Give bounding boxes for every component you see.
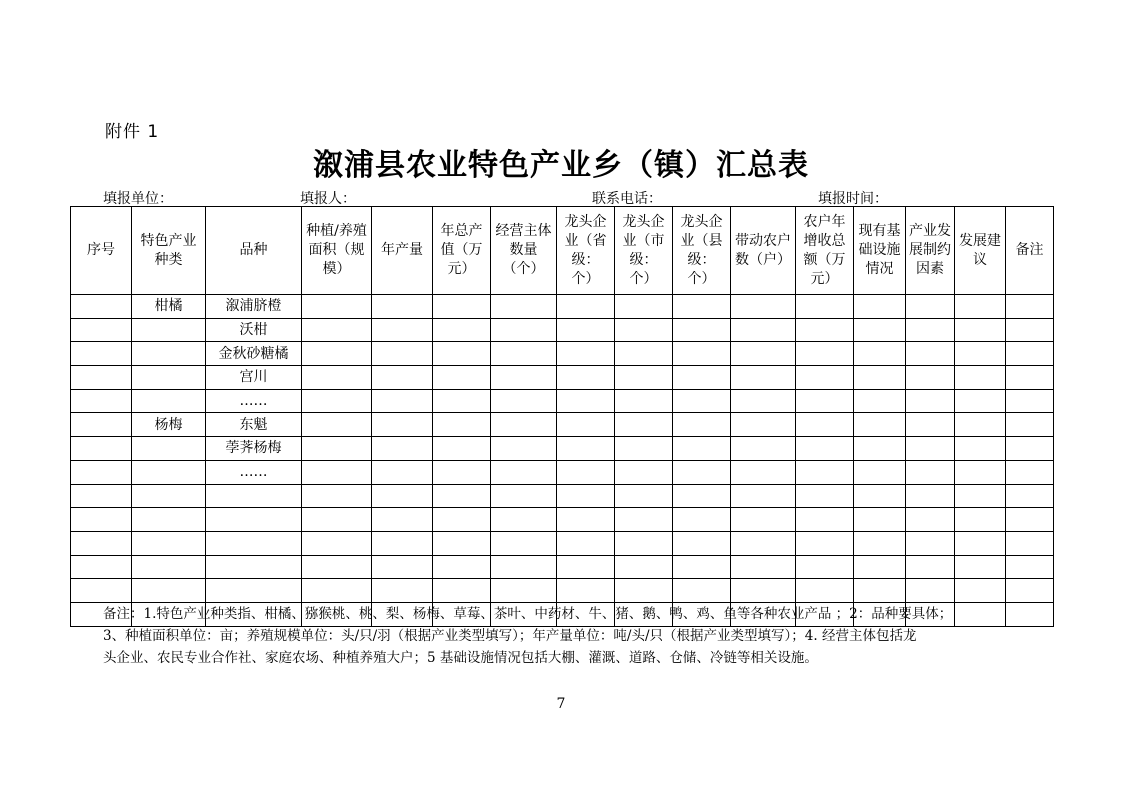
- table-cell: [491, 555, 557, 579]
- table-cell: [302, 366, 372, 390]
- column-header-line: 种类: [154, 251, 183, 268]
- fill-phone-label: 联系电话：: [592, 191, 662, 207]
- table-cell: [433, 508, 491, 532]
- table-cell: [206, 508, 302, 532]
- table-cell: 宫川: [206, 366, 302, 390]
- table-cell: [854, 389, 906, 413]
- table-cell: [1006, 342, 1054, 366]
- table-cell: [433, 531, 491, 555]
- table-cell: [491, 342, 557, 366]
- table-cell: [796, 342, 854, 366]
- table-cell: [71, 555, 132, 579]
- table-cell: [557, 579, 615, 603]
- table-cell: [302, 484, 372, 508]
- column-header-line: 情况: [865, 261, 894, 277]
- table-cell: [854, 460, 906, 484]
- table-cell: [206, 531, 302, 555]
- table-cell: [906, 413, 955, 437]
- table-row: [71, 437, 1054, 461]
- table-cell: [731, 531, 796, 555]
- table-cell: [1006, 413, 1054, 437]
- table-cell: [673, 508, 731, 532]
- table-cell: [557, 366, 615, 390]
- table-cell: [491, 318, 557, 342]
- table-cell: [796, 437, 854, 461]
- table-cell: [71, 413, 132, 437]
- table-cell: [796, 460, 854, 484]
- table-cell: [955, 579, 1006, 603]
- column-header-line: 个）: [571, 270, 600, 287]
- table-cell: [906, 460, 955, 484]
- table-cell: [132, 508, 206, 532]
- table-row: [71, 318, 1054, 342]
- table-cell: [854, 318, 906, 342]
- table-cell: [1006, 531, 1054, 555]
- table-cell: [302, 437, 372, 461]
- column-header: [132, 207, 206, 295]
- table-cell: [796, 413, 854, 437]
- table-cell: [955, 531, 1006, 555]
- table-cell: [673, 389, 731, 413]
- column-header: [302, 207, 372, 295]
- fill-person-label: 填报人：: [300, 191, 356, 207]
- column-header: [372, 207, 433, 295]
- table-cell: [433, 555, 491, 579]
- column-header-line: 龙头企: [680, 213, 723, 230]
- table-row: [71, 413, 1054, 437]
- table-cell: [433, 579, 491, 603]
- table-cell: [1006, 484, 1054, 508]
- table-cell: [796, 508, 854, 532]
- table-cell: [71, 484, 132, 508]
- table-cell: [302, 295, 372, 319]
- table-cell: ……: [206, 389, 302, 413]
- column-header-line: 因素: [916, 261, 944, 277]
- table-cell: 杨梅: [132, 413, 206, 437]
- table-cell: [854, 508, 906, 532]
- table-cell: [906, 508, 955, 532]
- column-header: [491, 207, 557, 295]
- table-cell: [906, 389, 955, 413]
- column-header-line: 产业发: [909, 223, 951, 239]
- table-cell: [906, 342, 955, 366]
- column-header: [906, 207, 955, 295]
- table-cell: [731, 484, 796, 508]
- column-header-line: 数（户）: [735, 251, 791, 268]
- table-cell: [302, 342, 372, 366]
- table-cell: [615, 366, 673, 390]
- table-cell: [71, 318, 132, 342]
- table-cell: [1006, 437, 1054, 461]
- column-header-line: 值（万: [440, 242, 483, 258]
- table-cell: [731, 413, 796, 437]
- table-cell: [955, 437, 1006, 461]
- table-cell: [673, 437, 731, 461]
- column-header-line: 级：: [687, 251, 716, 268]
- table-cell: [302, 555, 372, 579]
- table-cell: [372, 366, 433, 390]
- table-cell: [433, 413, 491, 437]
- table-cell: [132, 579, 206, 603]
- table-cell: [71, 531, 132, 555]
- table-cell: [731, 318, 796, 342]
- table-cell: [906, 295, 955, 319]
- table-cell: [132, 389, 206, 413]
- table-cell: [615, 579, 673, 603]
- table-cell: [557, 531, 615, 555]
- table-cell: [302, 508, 372, 532]
- table-cell: [132, 366, 206, 390]
- table-cell: [557, 318, 615, 342]
- table-cell: [433, 318, 491, 342]
- table-cell: ……: [206, 460, 302, 484]
- table-cell: [132, 484, 206, 508]
- table-cell: [433, 389, 491, 413]
- table-cell: [796, 318, 854, 342]
- column-header-line: 农户年: [803, 213, 846, 230]
- column-header-line: 级：: [629, 251, 658, 268]
- notes-line: 备注：1.特色产业种类指、柑橘、猕猴桃、桃、梨、杨梅、草莓、茶叶、中药材、牛、猪、鹅、鸭、鸡、鱼等各种农业产品 ；2：品种要具体；: [103, 606, 953, 622]
- table-cell: [433, 295, 491, 319]
- table-cell: [731, 295, 796, 319]
- table-cell: [673, 318, 731, 342]
- table-cell: [854, 366, 906, 390]
- table-cell: [854, 484, 906, 508]
- column-header-line: 龙头企: [564, 213, 607, 230]
- table-cell: [906, 484, 955, 508]
- fill-date-label: 填报时间：: [818, 191, 888, 207]
- table-cell: [673, 413, 731, 437]
- column-header-line: 元）: [447, 261, 476, 277]
- table-cell: [673, 460, 731, 484]
- table-cell: [796, 366, 854, 390]
- table-cell: [302, 413, 372, 437]
- column-header-line: 增收总: [803, 232, 846, 249]
- table-cell: [372, 484, 433, 508]
- column-header-line: 元）: [810, 270, 839, 287]
- table-cell: [491, 508, 557, 532]
- table-cell: [673, 555, 731, 579]
- notes-line: 头企业、农民专业合作社、家庭农场、种植养殖大户；5 基础设施情况包括大棚、灌溉、道路、仓储、冷链等相关设施。: [103, 650, 818, 666]
- table-cell: [557, 389, 615, 413]
- table-cell: [71, 295, 132, 319]
- column-header-line: 面积（规: [308, 242, 365, 258]
- table-cell: [302, 389, 372, 413]
- table-cell: [906, 318, 955, 342]
- table-cell: [71, 508, 132, 532]
- table-cell: [906, 437, 955, 461]
- table-cell: 金秋砂糖橘: [206, 342, 302, 366]
- page-number: 7: [556, 696, 566, 712]
- table-cell: [615, 389, 673, 413]
- table-cell: [132, 318, 206, 342]
- table-cell: [796, 484, 854, 508]
- table-cell: [854, 579, 906, 603]
- column-header: [433, 207, 491, 295]
- table-cell: [673, 531, 731, 555]
- table-cell: [796, 389, 854, 413]
- table-cell: [491, 389, 557, 413]
- notes-line: 3、种植面积单位：亩；养殖规模单位：头/只/羽（根据产业类型填写）；年产量单位：吨/头/只（根据产业类型填写）；4. 经营主体包括龙: [103, 628, 917, 644]
- column-header-line: （个）: [502, 261, 545, 277]
- table-cell: [557, 460, 615, 484]
- table-cell: [433, 460, 491, 484]
- table-cell: [731, 437, 796, 461]
- column-header-line: 品种: [239, 242, 268, 258]
- table-cell: [557, 342, 615, 366]
- table-cell: [433, 484, 491, 508]
- table-cell: [372, 508, 433, 532]
- column-header-line: 经营主体: [495, 223, 552, 239]
- table-cell: [906, 579, 955, 603]
- table-cell: [673, 366, 731, 390]
- table-cell: [132, 342, 206, 366]
- column-header: [731, 207, 796, 295]
- table-cell: 溆浦脐橙: [206, 295, 302, 319]
- table-cell: [615, 295, 673, 319]
- table-cell: [615, 508, 673, 532]
- table-cell: [372, 460, 433, 484]
- table-row: [71, 531, 1054, 555]
- column-header-line: 个）: [629, 270, 658, 287]
- table-cell: [615, 437, 673, 461]
- table-cell: [955, 508, 1006, 532]
- table-cell: [906, 366, 955, 390]
- table-cell: [673, 295, 731, 319]
- table-cell: 荸荠杨梅: [206, 437, 302, 461]
- column-header: [955, 207, 1006, 295]
- table-cell: [731, 555, 796, 579]
- column-header: [1006, 207, 1054, 295]
- fill-unit-label: 填报单位：: [103, 191, 173, 207]
- table-cell: [206, 579, 302, 603]
- table-row: [71, 484, 1054, 508]
- table-cell: [1006, 389, 1054, 413]
- table-cell: [796, 555, 854, 579]
- summary-table: [70, 206, 1054, 627]
- table-cell: [302, 531, 372, 555]
- table-cell: [1006, 460, 1054, 484]
- table-cell: [854, 342, 906, 366]
- table-cell: [731, 579, 796, 603]
- table-cell: [955, 318, 1006, 342]
- table-cell: [731, 389, 796, 413]
- column-header-line: 业（市: [622, 232, 665, 249]
- table-cell: [372, 531, 433, 555]
- table-cell: [71, 342, 132, 366]
- table-cell: [615, 555, 673, 579]
- column-header-line: 议: [973, 251, 987, 268]
- table-cell: [132, 555, 206, 579]
- table-cell: [955, 366, 1006, 390]
- table-row: [71, 366, 1054, 390]
- table-cell: [491, 295, 557, 319]
- table-row: [71, 389, 1054, 413]
- table-header-row: [71, 207, 1054, 295]
- table-cell: [1006, 366, 1054, 390]
- notes-block: [103, 603, 1023, 669]
- column-header-line: 业（省: [564, 232, 607, 249]
- table-cell: [615, 413, 673, 437]
- column-header-line: 现有基: [858, 223, 901, 239]
- table-cell: [557, 413, 615, 437]
- table-cell: [955, 389, 1006, 413]
- table-cell: [615, 460, 673, 484]
- table-cell: [1006, 555, 1054, 579]
- column-header-line: 展制约: [909, 242, 951, 258]
- table-cell: [557, 484, 615, 508]
- column-header-line: 年总产: [440, 223, 483, 239]
- column-header: [615, 207, 673, 295]
- table-cell: [372, 579, 433, 603]
- table-cell: [615, 318, 673, 342]
- table-row: [71, 342, 1054, 366]
- table-cell: [1006, 318, 1054, 342]
- table-cell: [955, 295, 1006, 319]
- column-header-line: 带动农户: [735, 232, 791, 249]
- document-title: 溆浦县农业特色产业乡（镇）汇总表: [313, 148, 809, 183]
- table-cell: [433, 437, 491, 461]
- table-cell: [615, 342, 673, 366]
- table-cell: [796, 579, 854, 603]
- column-header: [796, 207, 854, 295]
- table-row: [71, 460, 1054, 484]
- column-header: [557, 207, 615, 295]
- table-cell: [1006, 508, 1054, 532]
- table-cell: [796, 295, 854, 319]
- table-row: [71, 579, 1054, 603]
- table-cell: [731, 342, 796, 366]
- column-header-line: 发展建: [959, 232, 1001, 249]
- attachment-label: 附件 1: [105, 122, 160, 142]
- table-cell: [372, 389, 433, 413]
- table-cell: [1006, 295, 1054, 319]
- table-cell: [433, 366, 491, 390]
- table-cell: [854, 295, 906, 319]
- table-cell: [206, 555, 302, 579]
- column-header-line: 级：: [571, 251, 600, 268]
- table-cell: [372, 555, 433, 579]
- table-cell: 沃柑: [206, 318, 302, 342]
- table-cell: 东魁: [206, 413, 302, 437]
- table-cell: [302, 460, 372, 484]
- table-cell: [302, 579, 372, 603]
- table-cell: [372, 318, 433, 342]
- table-cell: [372, 437, 433, 461]
- table-cell: [206, 484, 302, 508]
- column-header-line: 种植/养殖: [306, 223, 367, 239]
- table-cell: [302, 318, 372, 342]
- table-cell: [955, 342, 1006, 366]
- table-cell: [854, 555, 906, 579]
- table-row: [71, 555, 1054, 579]
- table-cell: [491, 531, 557, 555]
- table-cell: [796, 531, 854, 555]
- table-cell: [557, 437, 615, 461]
- table-cell: [1006, 579, 1054, 603]
- table-cell: [132, 531, 206, 555]
- table-cell: [906, 555, 955, 579]
- column-header-line: 额（万: [803, 251, 846, 268]
- table-cell: [491, 437, 557, 461]
- table-cell: [557, 295, 615, 319]
- table-cell: [854, 413, 906, 437]
- table-cell: [491, 579, 557, 603]
- table-cell: [557, 555, 615, 579]
- table-cell: [906, 531, 955, 555]
- column-header-line: 备注: [1015, 242, 1044, 258]
- column-header: [673, 207, 731, 295]
- column-header-line: 模）: [322, 261, 351, 277]
- table-cell: [955, 413, 1006, 437]
- column-header-line: 序号: [87, 242, 115, 258]
- table-cell: [955, 460, 1006, 484]
- table-cell: [731, 460, 796, 484]
- table-cell: [372, 413, 433, 437]
- table-cell: [491, 413, 557, 437]
- table-cell: [71, 437, 132, 461]
- table-row: [71, 508, 1054, 532]
- table-cell: [71, 366, 132, 390]
- table-cell: [731, 508, 796, 532]
- table-cell: 柑橘: [132, 295, 206, 319]
- column-header: [71, 207, 132, 295]
- table-row: [71, 295, 1054, 319]
- table-cell: [491, 366, 557, 390]
- table-cell: [132, 437, 206, 461]
- table-cell: [372, 295, 433, 319]
- table-cell: [71, 389, 132, 413]
- table-cell: [955, 484, 1006, 508]
- column-header: [206, 207, 302, 295]
- column-header-line: 业（县: [680, 232, 723, 249]
- table-cell: [71, 460, 132, 484]
- table-cell: [433, 342, 491, 366]
- table-cell: [854, 437, 906, 461]
- table-cell: [673, 342, 731, 366]
- column-header: [854, 207, 906, 295]
- column-header-line: 特色产业: [140, 232, 197, 249]
- table-cell: [557, 508, 615, 532]
- column-header-line: 础设施: [858, 242, 901, 258]
- column-header-line: 年产量: [381, 242, 423, 258]
- column-header-line: 数量: [509, 242, 538, 258]
- table-cell: [673, 579, 731, 603]
- table-cell: [132, 460, 206, 484]
- table-body: [71, 295, 1054, 627]
- table-cell: [955, 555, 1006, 579]
- column-header-line: 个）: [687, 270, 716, 287]
- table-cell: [673, 484, 731, 508]
- table-cell: [71, 579, 132, 603]
- table-cell: [615, 531, 673, 555]
- table-cell: [491, 460, 557, 484]
- column-header-line: 龙头企: [622, 213, 665, 230]
- table-cell: [731, 366, 796, 390]
- table-cell: [615, 484, 673, 508]
- table-cell: [854, 531, 906, 555]
- table-cell: [372, 342, 433, 366]
- table-cell: [491, 484, 557, 508]
